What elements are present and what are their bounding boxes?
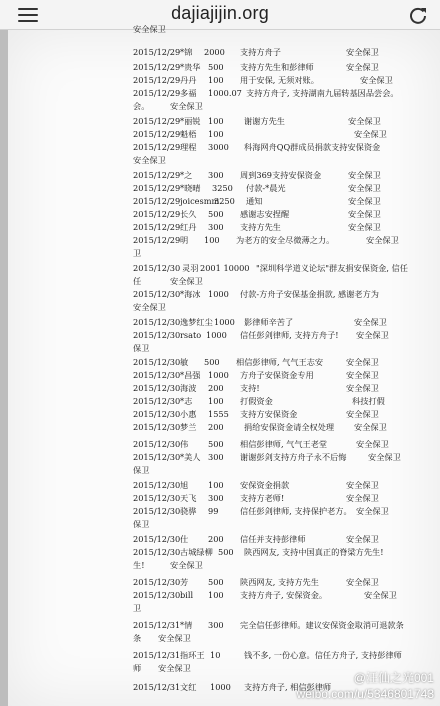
weibo-watermark <box>297 670 434 702</box>
cut-off-row: 安全保卫 <box>133 24 166 34</box>
reload-icon[interactable] <box>408 5 428 25</box>
watermark-name: @汪仙之光001 <box>353 671 434 685</box>
watermark-url: weibo.com/u/5346801743 <box>296 687 434 701</box>
browser-toolbar <box>0 0 440 30</box>
donation-list-page[interactable]: 安全保卫 2015/12/29 *锦 2000 支持方舟子 安全保卫 2015/12/29 *贵华 500 支持方先生和彭律师 安全保卫 2015/12/29 丹丹 100 用于安保, 无须对账。 安全保卫 2015/12/29 多福 1000.07 支持方舟子, 支持湖南九届转基因品尝会。 会。 安全保卫 2015/12/29 *丽锐 100 谢谢方先生 安全保卫 2015/12/29 魁梧 100 安全保卫 2015/12/29 理程 3000 科海网舟QQ群成员捐款支持安保资金 安全保卫 2015/12/29 *之 300 周到369支持安保资金 安全保卫 2015/12/29 *晓晴 3250 付款-*晨光 安全保卫 2015/12/29 joicesmm 3250 通知 安全保卫 2015/12/29 长久 500 感谢志安捏醒 安全保卫 2015/12/29 红丹 300 支持方先生 安全保卫 2015/12/29 明 100 为老方的安全尽微薄之力。 安全保卫 卫 2015/12/30 灵羽 2001 10000 "深圳科学道义论坛"群友捐安保资金, 信任 任 安全保卫 2015/12/30 *海冰 1000 付款-方舟子安保基金捐款, 感谢老方为 安全保卫 2015/12/30 逸梦红尘 1000 影律师辛苦了 安全保卫 2015/12/30 rsato 1000 信任彭剑律师, 支持方舟子! 安全保卫 保卫 2015/12/30 敏 500 相信彭律师, 气气王志安 安全保卫 2015/12/30 *昌强 1000 方舟子安保资金专用 安全保卫 2015/12/30 海波 200 支持! 安全保卫 2015/12/30 *志 100 打假资金 科技打假 2015/12/30 小惠 1555 支持方安保资金 安全保卫 2015/12/30 梦兰 200 捐给安保资金请全权处理 安全保卫 2015/12/30 伟 500 相信彭律师, 气气王老堂 安全保卫 2015/12/30 *美人 300 谢谢彭剑支持方舟子永不后悔 安全保卫 保卫 2015/12/30 旭 100 安保资金捐款 安全保卫 2015/12/30 天飞 300 支持方老师! 安全保卫 2015/12/30 骁骅 99 信任彭剑律师, 支持保护老方。 安全保卫 保卫 2015/12/30 仕 200 信任并支持彭律师 安全保卫 2015/12/30 古城绿柳 500 陕西网友, 支持中国真正的脊梁方先生! 生! 安全保卫 2015/12/30 芳 500 陕西网友, 支持方先生 安全保卫 2015/12/30 bill 100 支持方舟子, 安保资金。 安全保卫 卫 2015/12/31 *情 300 完全信任彭律师。建议安保资金取消可退款条 条 安全保卫 2015/12/31 指环王 10 钱不多, 一份心意。信任方舟子, 支持彭律师 师 安全保卫 2015/12/31 文红 1000 支持方舟子, 相信彭律师 <box>8 30 440 706</box>
address-bar-url[interactable]: dajiajijin.org <box>171 3 269 23</box>
